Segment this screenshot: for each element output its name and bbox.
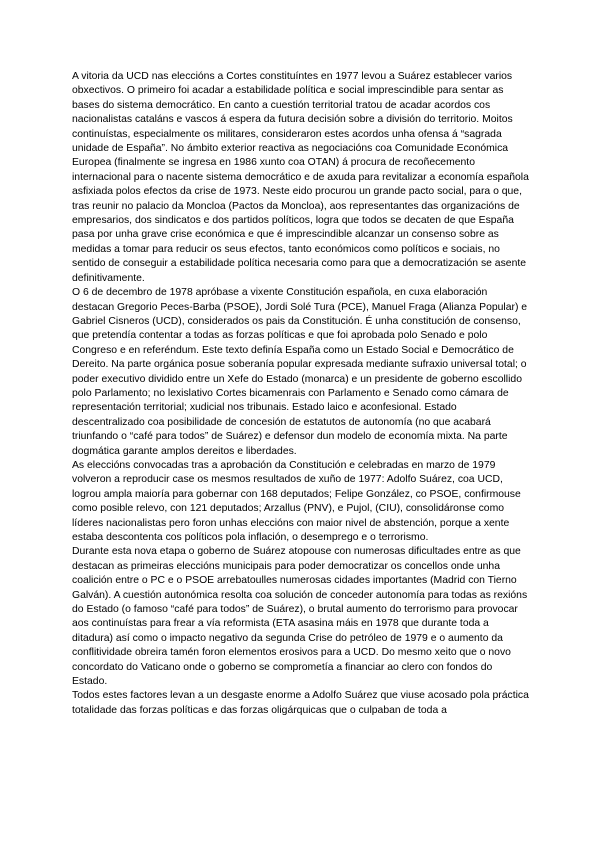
paragraph-constitution-1978: O 6 de decembro de 1978 apróbase a vixente Constitución española, en cuxa elaboración destacan Gregorio Peces-Barba (PSOE), Jordi Solé Tura (PCE), Manuel Fraga (Alianza Popular) e Gabriel Cisneros (UCD), considerados os pais da Constitución. É unha constitución de consenso, que pretendía contentar a todas as forzas políticas e que foi aprobada polo Senado e polo Congreso e en referéndum. Este texto definía España como un Estado Social e Democrático de Dereito. Na parte orgánica posue soberanía popular expresada mediante sufraxio universal total; o poder executivo dividido entre un Xefe do Estado (monarca) e un presidente de goberno escollido polo Parlamento; no lexislativo Cortes bicamenrais con Parlamento e Senado como cámara de representación territorial; xudicial nos tribunais. Estado laico e aconfesional. Estado descentralizado coa posibilidade de concesión de estatutos de autonomía (no que acabará triunfando o “café para todos” de Suárez) e defensor dun modelo de economía mixta. Na parte dogmática garante amplos dereitos e liberdades. [72,287,528,457]
paragraph-suarez-difficulties: Durante esta nova etapa o goberno de Suárez atopouse con numerosas dificultades entre as que destacan as primeiras eleccións municipais para poder democratizar os concellos onde unha coalición entre o PC e o PSOE arrebatoulles numerosas cidades importantes (Madrid con Tierno Galván). A cuestión autonómica resolta coa solución de conceder autonomía para todas as rexións do Estado (o famoso “café para todos” de Suárez), o brutal aumento do terrorismo para provocar aos continuístas para frear a vía reformista (ETA asasina máis en 1978 que durante toda a ditadura) así como o impacto negativo da segunda Crise do petróleo de 1979 e o aumento da conflitividade obreira tamén foron elementos erosivos para a UCD. Do mesmo xeito que o novo concordato do Vaticano onde o goberno se comprometía a financiar ao clero con fondos do Estado. [72,546,528,688]
document-page [72,70,530,718]
paragraph-ucd-victory-1977: A vitoria da UCD nas eleccións a Cortes constituíntes en 1977 levou a Suárez establecer varios obxectivos. O primeiro foi acadar a estabilidade política e social imprescindible para sentar as bases do sistema democrático. En canto a cuestión territorial tratou de acadar acordos cos nacionalistas cataláns e vascos á espera da futura decisión sobre a división do territorio. Moitos continuístas, especialmente os militares, consideraron estes acordos unha ofensa á “sagrada unidade de España”. No ámbito exterior reactiva as negociacións coa Comunidade Económica Europea (finalmente se ingresa en 1986 xunto coa OTAN) á procura de recoñecemento internacional para o nacente sistema democrático e de axuda para revitalizar a economía española asfixiada polos efectos da crise de 1973. Neste eido procurou un grande pacto social, para o que, tras reunir no palacio da Moncloa (Pactos da Moncloa), aos representantes das organizacións de empresarios, dos sindicatos e dos partidos políticos, logra que todos se decaten de que España pasa por unha grave crise económica e que é imprescindible alcanzar un consenso sobre as medidas a tomar para reducir os seus efectos, tanto económicos como políticos e sociais, no sentido de conseguir a estabilidade política necesaria como para que a democratización se asente definitivamente. [72,71,529,284]
paragraph-elections-1979: As eleccións convocadas tras a aprobación da Constitución e celebradas en marzo de 1979 volveron a reproducir case os mesmos resultados de xuño de 1977: Adolfo Suárez, coa UCD, logrou ampla maioría para gobernar con 168 deputados; Felipe González, co PSOE, confirmouse como posible relevo, con 121 deputados; Arzallus (PNV), e Pujol, (CIU), consolidáronse como líderes nacionalistas pero foron unhas eleccións con maior nivel de abstención, porque a xente estaba descontenta cos políticos pola inflación, o desemprego e o terrorismo. [72,459,521,543]
paragraph-suarez-decline: Todos estes factores levan a un desgaste enorme a Adolfo Suárez que viuse acosado pola práctica totalidade das forzas políticas e das forzas oligárquicas que o culpaban de toda a [72,690,529,716]
